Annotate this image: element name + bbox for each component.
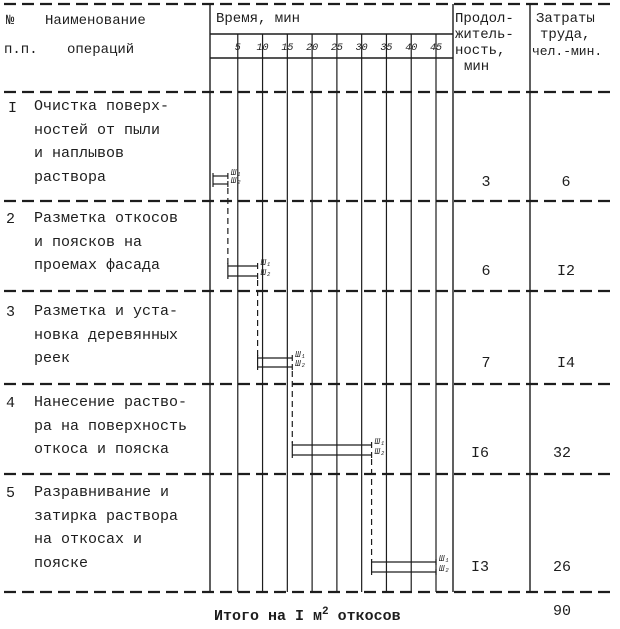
tick-label-45: 45	[429, 43, 443, 54]
header-labor-label-2: труда,	[540, 27, 591, 43]
op-5-duration: I3	[470, 559, 489, 576]
tick-label-5: 5	[234, 43, 241, 54]
op-1-line-4: раствора	[34, 168, 107, 186]
tick-label-30: 30	[355, 43, 368, 54]
op-1-worker-label-1: Ш₁	[230, 168, 242, 178]
op-3-line-1: Разметка и уста-	[34, 303, 179, 320]
op-5-number: 5	[6, 485, 16, 502]
total-label-prefix: Итого на I м	[214, 608, 323, 625]
op-4-worker-label-2: Ш₂	[374, 447, 386, 457]
op-3-line-2: новка деревянных	[34, 326, 179, 344]
header-name-label-2: операций	[67, 42, 135, 58]
op-4-name	[34, 391, 209, 462]
op-4-labor: 32	[552, 445, 571, 462]
op-5-line-2: затирка раствора	[34, 507, 179, 525]
op-2-number: 2	[6, 211, 16, 228]
op-1-worker-label-2: Ш₂	[230, 176, 242, 186]
op-1-line-1: Очистка поверх-	[34, 98, 170, 115]
op-1-duration: 3	[481, 174, 491, 191]
header-duration-label-4: мин	[464, 59, 490, 75]
tick-label-40: 40	[405, 43, 418, 54]
total-label-suffix: откосов	[328, 608, 401, 625]
op-4-line-3: откоса и пояска	[34, 441, 170, 458]
op-5-line-1: Разравнивание и	[34, 484, 170, 501]
op-3-number: 3	[6, 304, 16, 321]
op-2-labor: I2	[556, 263, 575, 280]
op-5-line-3: на откосах и	[34, 531, 143, 548]
op-3-worker-label-1: Ш₁	[295, 350, 307, 360]
total-value: 90	[552, 603, 571, 620]
op-2-duration: 6	[481, 263, 491, 280]
op-5-line-4: пояске	[34, 554, 89, 572]
header-labor-label-3: чел.-мин.	[532, 44, 603, 59]
tick-label-10: 10	[256, 43, 269, 54]
op-4-duration: I6	[470, 445, 489, 462]
op-3-name	[34, 300, 209, 371]
op-1-name	[34, 95, 209, 189]
tick-label-20: 20	[306, 43, 319, 54]
header-duration-label-2: житель-	[455, 27, 514, 43]
header-no-label-1: №	[6, 13, 15, 29]
op-1-labor: 6	[561, 174, 571, 191]
header-duration-label-1: Продол-	[455, 11, 514, 27]
op-2-line-2: и поясков на	[34, 233, 143, 251]
op-1-line-3: и наплывов	[34, 145, 125, 162]
op-2-line-3: проемах фасада	[34, 257, 161, 274]
op-5-labor: 26	[552, 559, 571, 576]
total-label	[214, 604, 401, 625]
op-2-line-1: Разметка откосов	[34, 210, 179, 227]
op-4-line-2: ра на поверхность	[34, 417, 188, 435]
op-5-worker-label-2: Ш₂	[439, 564, 450, 574]
op-2-worker-label-2: Ш₂	[260, 268, 272, 278]
total-label-sup: 2	[322, 606, 329, 618]
op-3-duration: 7	[481, 355, 491, 372]
op-3-line-3: реек	[34, 350, 71, 367]
op-5-name	[34, 481, 209, 575]
op-4-line-1: Нанесение раство-	[34, 394, 188, 411]
header-labor-label-1: Затраты	[536, 11, 595, 27]
tick-label-35: 35	[380, 43, 393, 54]
op-2-worker-label-1: Ш₁	[260, 258, 272, 268]
header-name-label-1: Наименование	[45, 13, 146, 29]
tick-label-15: 15	[281, 43, 294, 54]
op-5-worker-label-1: Ш₁	[439, 554, 450, 564]
header-no-label-2: п.п.	[4, 42, 38, 58]
header-time-label: Время, мин	[216, 11, 301, 27]
op-4-number: 4	[6, 395, 16, 412]
op-3-worker-label-2: Ш₂	[295, 359, 307, 369]
op-1-number: I	[8, 100, 18, 117]
op-1-line-2: ностей от пыли	[34, 121, 161, 139]
op-4-worker-label-1: Ш₁	[374, 437, 386, 447]
header-duration-label-3: ность,	[455, 43, 506, 59]
tick-label-25: 25	[330, 43, 343, 54]
op-3-labor: I4	[556, 355, 575, 372]
op-2-name	[34, 207, 209, 278]
